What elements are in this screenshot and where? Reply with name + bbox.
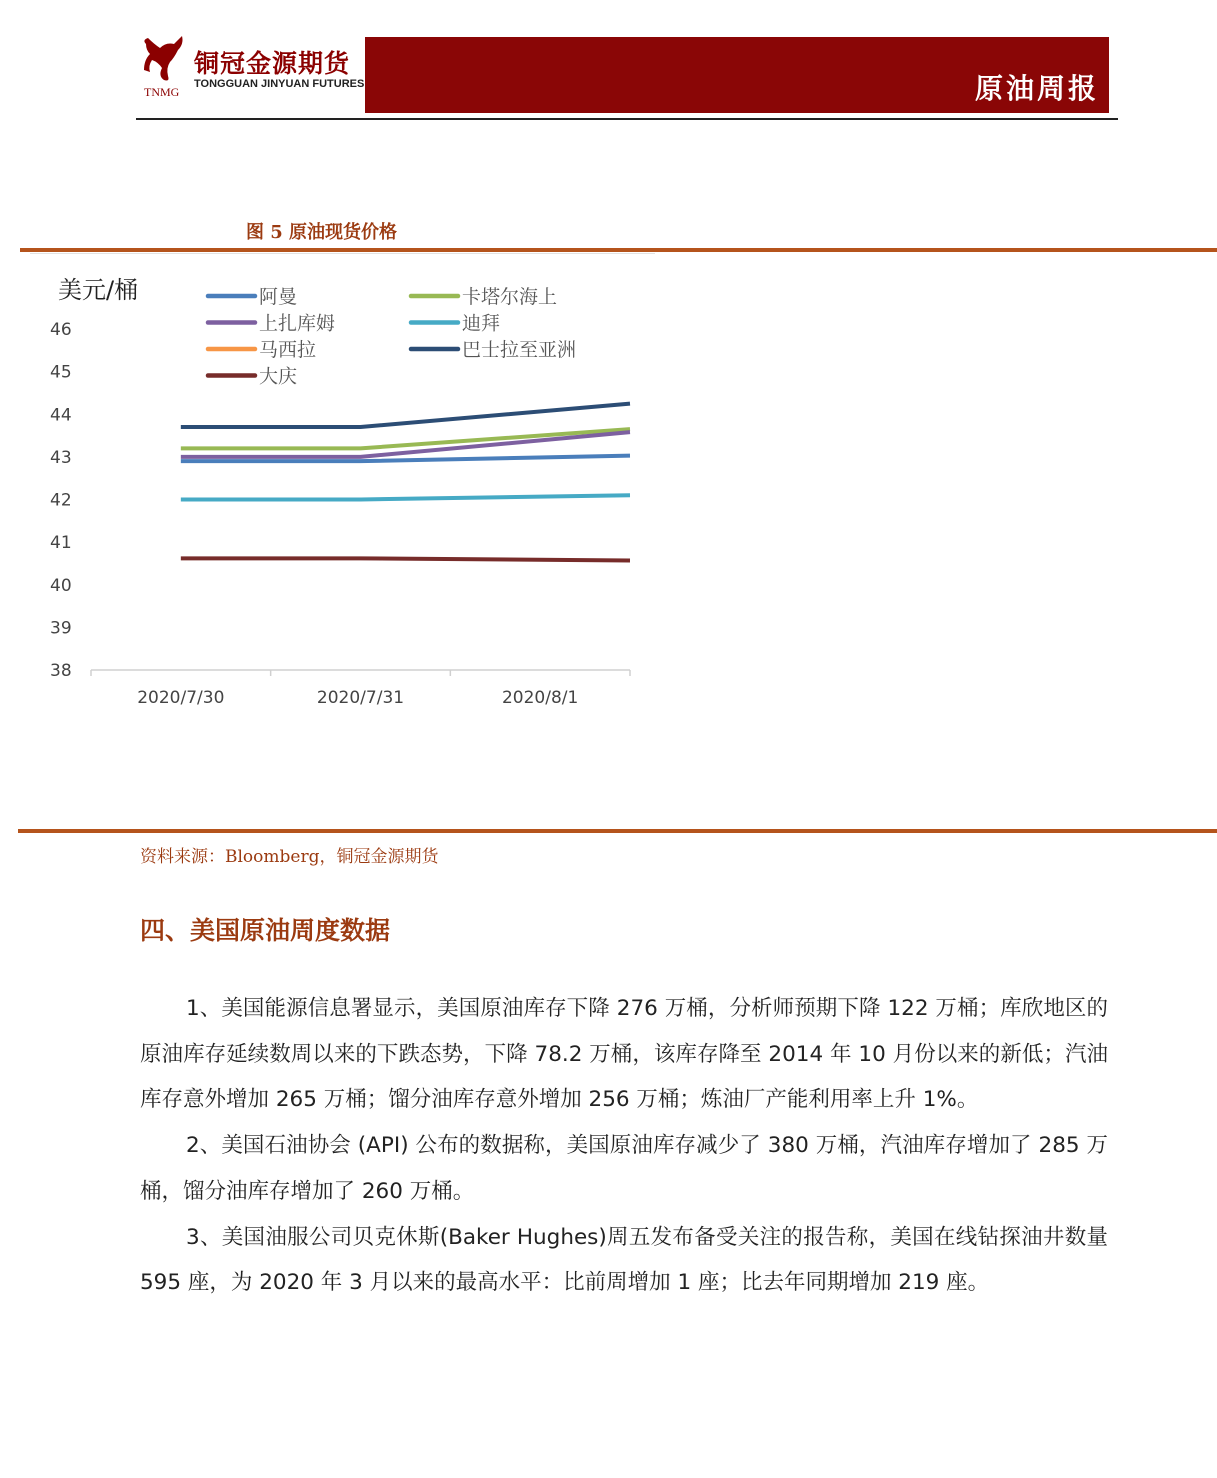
section-body: [140, 986, 1108, 1306]
y-tick-label: 40: [50, 575, 72, 596]
x-tick-label: 2020/7/31: [316, 688, 405, 708]
y-tick-label: 41: [50, 533, 72, 554]
figure-caption: 图 5 原油现货价格: [246, 222, 398, 243]
x-tick-label: 2020/7/30: [137, 688, 225, 708]
legend-label: 巴士拉至亚洲: [462, 339, 577, 361]
legend-label: 上扎库姆: [259, 312, 336, 335]
series-line: [181, 404, 630, 427]
company-name-cn: 铜冠金源期货: [194, 49, 351, 78]
section-heading: 四、美国原油周度数据: [140, 916, 391, 945]
header-divider: [136, 118, 1118, 120]
series-line: [181, 495, 630, 499]
legend-label: 阿曼: [259, 286, 298, 308]
figure-top-rule: [20, 248, 1217, 252]
y-tick-label: 44: [50, 405, 72, 426]
report-title: 原油周报: [974, 72, 1099, 105]
crude-spot-price-chart: [30, 254, 655, 734]
y-tick-label: 42: [50, 490, 72, 511]
paragraph-3: 3、美国油服公司贝克休斯(Baker Hughes)周五发布备受关注的报告称，美国在线钻探油井数量 595 座，为 2020 年 3 月以来的最高水平：比前周增加 1 座；比去年同期增加 219 座。: [140, 1224, 1108, 1296]
figure-bottom-rule: [18, 829, 1217, 833]
y-tick-label: 38: [50, 661, 72, 681]
company-name-en: TONGGUAN JINYUAN FUTURES: [194, 78, 365, 90]
header-band: [365, 37, 1109, 113]
company-logo: [140, 36, 366, 106]
series-line: [181, 558, 630, 560]
y-axis-label: 美元/桶: [58, 276, 139, 304]
legend-label: 大庆: [259, 365, 298, 388]
legend-label: 迪拜: [462, 312, 501, 335]
x-tick-label: 2020/8/1: [501, 688, 579, 708]
company-abbr: TNMG: [144, 85, 180, 99]
legend-label: 马西拉: [259, 339, 317, 361]
y-tick-label: 45: [50, 362, 72, 383]
legend-label: 卡塔尔海上: [462, 286, 558, 308]
chart-frame: [30, 253, 655, 734]
y-tick-label: 46: [50, 320, 72, 340]
y-tick-label: 39: [50, 618, 72, 639]
figure-source: 资料来源：Bloomberg，铜冠金源期货: [140, 847, 439, 867]
paragraph-2: 2、美国石油协会 (API) 公布的数据称，美国原油库存减少了 380 万桶，汽油库存增加了 285 万桶，馏分油库存增加了 260 万桶。: [140, 1133, 1108, 1204]
paragraph-1: 1、美国能源信息署显示，美国原油库存下降 276 万桶，分析师预期下降 122 万桶；库欣地区的原油库存延续数周以来的下跌态势，下降 78.2 万桶，该库存降至 2014 年 10 月份以来的新低；汽油库存意外增加 265 万桶；馏分油库存意外增加 256 万桶；炼油厂产能利用率上升 1%。: [140, 996, 1108, 1113]
y-tick-label: 43: [50, 447, 72, 468]
